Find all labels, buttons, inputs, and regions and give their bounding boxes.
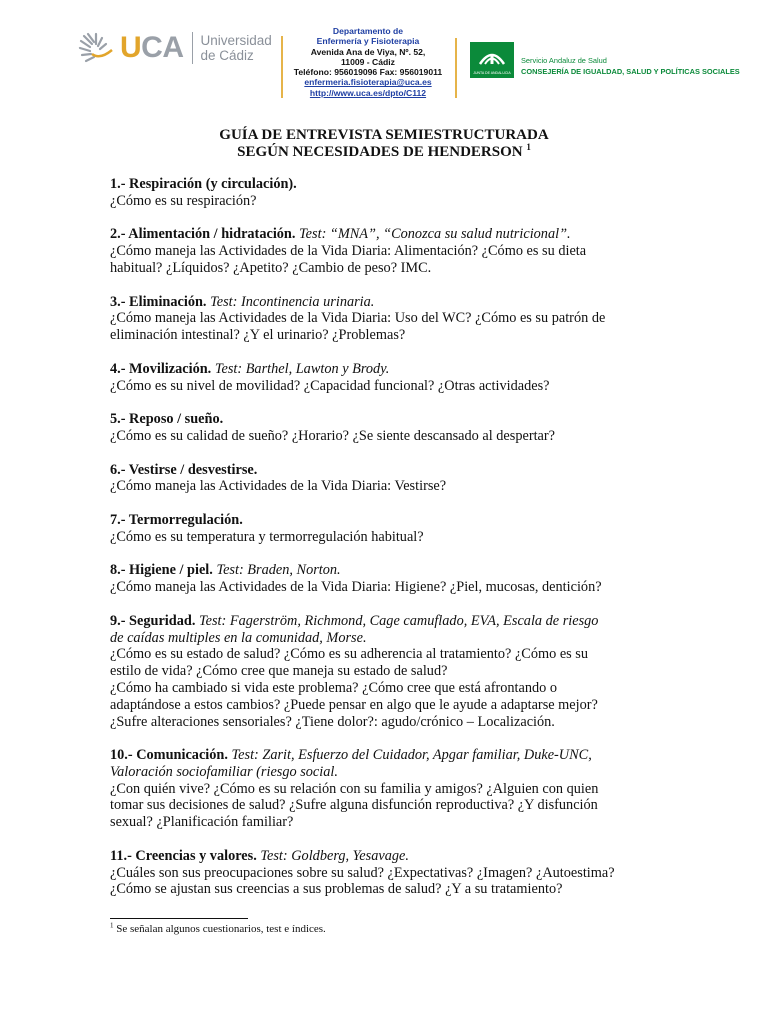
item-tests: Test: Goldberg, Yesavage. bbox=[260, 847, 409, 864]
item-tests: Test: Braden, Norton. bbox=[216, 562, 341, 579]
item-heading: 4.- Movilización. bbox=[110, 360, 212, 377]
footnote-rule bbox=[110, 918, 248, 919]
item-question: tomar sus decisiones de salud? ¿Sufre alguna disfunción reproductiva? ¿Y disfunción bbox=[110, 797, 598, 814]
item-termorregulacion bbox=[110, 512, 670, 546]
uca-emblem-icon bbox=[78, 30, 116, 66]
item-question: ¿Cómo es su calidad de sueño? ¿Horario? ¿Se siente descansado al despertar? bbox=[110, 427, 556, 444]
item-question: ¿Cómo maneja las Actividades de la Vida Diaria: Higiene? ¿Piel, mucosas, dentición? bbox=[110, 579, 602, 596]
junta-emblem-icon bbox=[470, 42, 514, 70]
junta-andalucia-logo: JUNTA DE ANDALUCIA bbox=[470, 42, 514, 78]
item-heading: 6.- Vestirse / desvestirse. bbox=[110, 461, 258, 478]
consejeria-name: CONSEJERÍA DE IGUALDAD, SALUD Y POLÍTICAS SOCIALES bbox=[521, 67, 740, 76]
item-question: habitual? ¿Líquidos? ¿Apetito? ¿Cambio de peso? IMC. bbox=[110, 259, 432, 276]
item-heading: 5.- Reposo / sueño. bbox=[110, 411, 224, 428]
item-heading: 1.- Respiración (y circulación). bbox=[110, 176, 297, 192]
item-question: ¿Cómo es su respiración? bbox=[110, 192, 257, 209]
item-question: ¿Cómo es su estado de salud? ¿Cómo es su adherencia al tratamiento? ¿Cómo es su bbox=[110, 646, 589, 663]
item-tests: Test: Zarit, Esfuerzo del Cuidador, Apgar familiar, Duke-UNC, bbox=[231, 747, 592, 764]
item-tests: Test: Incontinencia urinaria. bbox=[210, 293, 375, 310]
footnote bbox=[110, 922, 326, 936]
page-title bbox=[0, 127, 768, 161]
item-question: ¿Con quién vive? ¿Cómo es su relación con su familia y amigos? ¿Alguien con quien bbox=[110, 780, 599, 797]
item-question: ¿Cómo es su nivel de movilidad? ¿Capacidad funcional? ¿Otras actividades? bbox=[110, 377, 550, 394]
item-question: ¿Cómo se ajustan sus creencias a sus problemas de salud? ¿Y a su tratamiento? bbox=[110, 881, 563, 898]
item-question: adaptándose a estos cambios? ¿Puede pensar en algo que le ayude a adaptarse mejor? bbox=[110, 696, 598, 713]
item-respiracion bbox=[110, 176, 670, 210]
title-line-2: SEGÚN NECESIDADES DE HENDERSON $^1$ bbox=[237, 142, 531, 160]
dept-address: Avenida Ana de Viya, Nº. 52, bbox=[310, 46, 426, 57]
item-question: ¿Cómo maneja las Actividades de la Vida Diaria: Alimentación? ¿Cómo es su dieta bbox=[110, 243, 587, 260]
item-tests-continued: Valoración sociofamiliar (riesgo social. bbox=[110, 763, 338, 780]
footnote-marker: 1 bbox=[110, 921, 114, 930]
item-question: sexual? ¿Planificación familiar? bbox=[110, 814, 294, 831]
item-movilizacion bbox=[110, 361, 670, 395]
dept-email-link[interactable]: enfermeria.fisioterapia@uca.es bbox=[304, 77, 432, 88]
item-question: ¿Cómo maneja las Actividades de la Vida Diaria: Uso del WC? ¿Cómo es su patrón de bbox=[110, 310, 606, 327]
item-heading: 8.- Higiene / piel. bbox=[110, 562, 213, 579]
item-heading: 2.- Alimentación / hidratación. bbox=[110, 226, 296, 243]
dept-web-link[interactable]: http://www.uca.es/dpto/C112 bbox=[309, 87, 427, 98]
item-eliminacion bbox=[110, 294, 670, 344]
item-heading: 10.- Comunicación. bbox=[110, 747, 228, 764]
item-heading: 9.- Seguridad. bbox=[110, 612, 196, 629]
dept-name: Enfermería y Fisioterapia bbox=[316, 36, 420, 47]
footnote-text: Se señalan algunos cuestionarios, test e índices. bbox=[113, 923, 326, 935]
item-question: ¿Cómo maneja las Actividades de la Vida Diaria: Vestirse? bbox=[110, 478, 447, 495]
item-heading: 11.- Creencias y valores. bbox=[110, 847, 257, 864]
item-seguridad bbox=[110, 613, 670, 731]
header-divider-right bbox=[455, 38, 457, 98]
item-question: ¿Sufre alteraciones sensoriales? ¿Tiene dolor?: agudo/crónico – Localización. bbox=[110, 713, 555, 730]
item-heading: 7.- Termorregulación. bbox=[110, 511, 243, 528]
item-tests-continued: de caídas multiples en la comunidad, Morse. bbox=[110, 629, 367, 646]
item-higiene bbox=[110, 562, 670, 596]
item-question: eliminación intestinal? ¿Y el urinario? ¿Problemas? bbox=[110, 327, 406, 344]
item-alimentacion bbox=[110, 226, 670, 276]
dept-postcode: 11009 - Cádiz bbox=[341, 56, 395, 67]
item-tests: Test: Barthel, Lawton y Brody. bbox=[214, 360, 390, 377]
uca-wordmark: UCA bbox=[120, 31, 184, 64]
header-divider-left bbox=[281, 36, 283, 98]
item-question: ¿Cómo ha cambiado si vida este problema? ¿Cómo cree que está afrontando o bbox=[110, 679, 558, 696]
footnote-ref: 1 bbox=[526, 142, 531, 152]
sas-consejeria bbox=[521, 55, 740, 77]
logo-separator bbox=[192, 32, 193, 64]
sas-name: Servicio Andaluz de Salud bbox=[521, 56, 607, 65]
university-name: Universidad de Cádiz bbox=[200, 33, 272, 63]
item-reposo bbox=[110, 411, 670, 445]
title-line-1: GUÍA DE ENTREVISTA SEMIESTRUCTURADA bbox=[219, 127, 549, 143]
item-vestirse bbox=[110, 462, 670, 496]
dept-phone: Teléfono: 956019096 Fax: 956019011 bbox=[293, 67, 443, 78]
item-tests: Test: “MNA”, “Conozca su salud nutricional”. bbox=[299, 226, 571, 243]
department-info bbox=[288, 26, 448, 98]
item-question: ¿Cuáles son sus preocupaciones sobre su salud? ¿Expectativas? ¿Imagen? ¿Autoestima? bbox=[110, 864, 615, 881]
item-tests: Test: Fagerström, Richmond, Cage camuflado, EVA, Escala de riesgo bbox=[198, 612, 599, 629]
item-heading: 3.- Eliminación. bbox=[110, 293, 207, 310]
item-question: ¿Cómo es su temperatura y termorregulación habitual? bbox=[110, 528, 424, 545]
item-creencias bbox=[110, 848, 670, 898]
item-question: estilo de vida? ¿Cómo cree que maneja su estado de salud? bbox=[110, 663, 448, 680]
dept-line: Departamento de bbox=[332, 26, 404, 36]
uca-logo bbox=[78, 28, 278, 68]
item-comunicacion bbox=[110, 747, 670, 831]
guide-body bbox=[110, 176, 670, 915]
